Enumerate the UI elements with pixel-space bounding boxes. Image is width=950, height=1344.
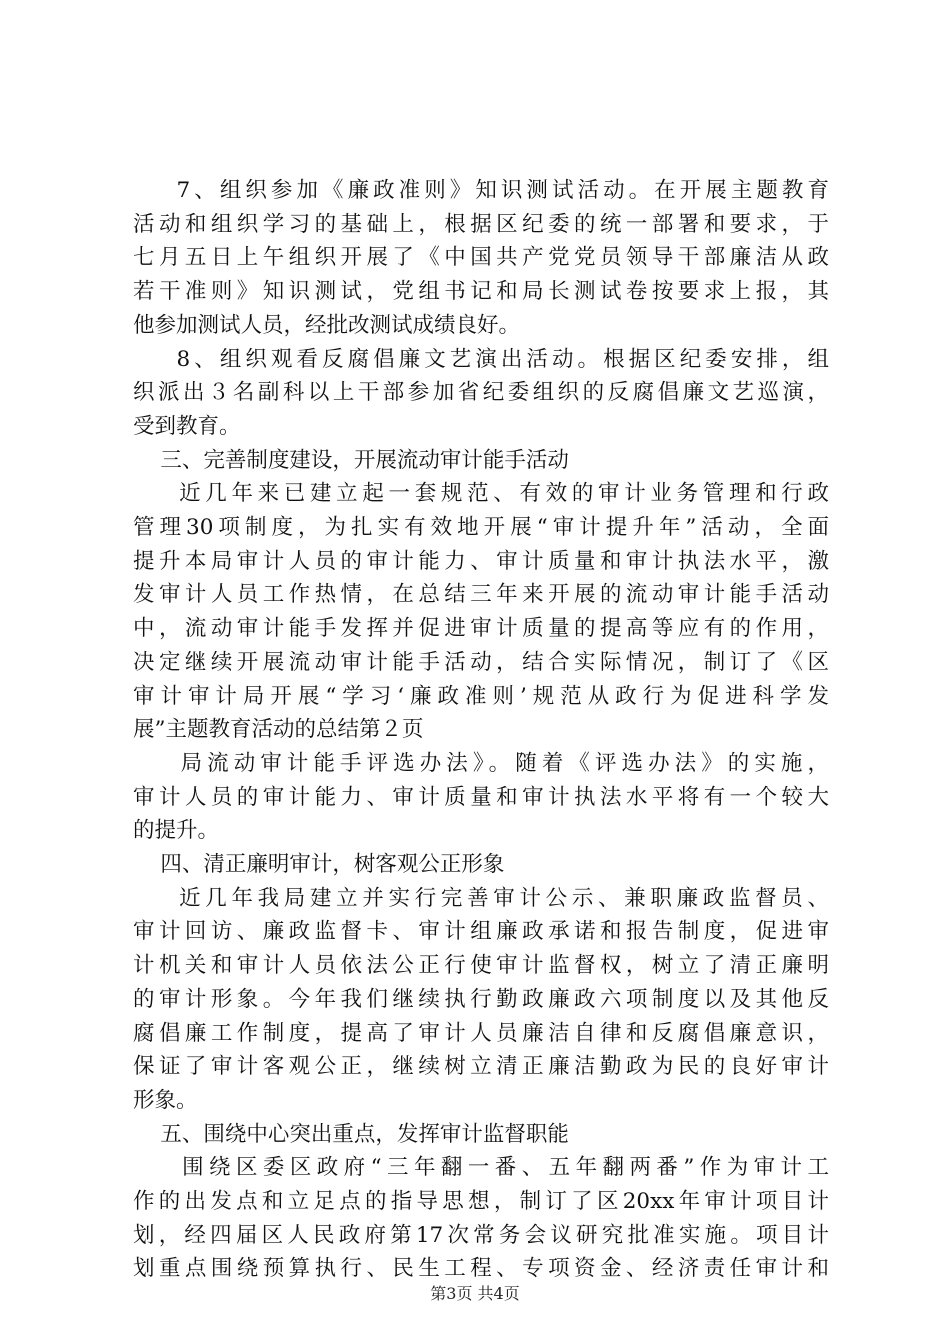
- body-line: 提升本局审计人员的审计能力、审计质量和审计执法水平，激: [133, 548, 829, 574]
- body-line: 审计回访、廉政监督卡、审计组廉政承诺和报告制度，促进审: [133, 919, 829, 945]
- body-line: 围绕区委区政府“三年翻一番、五年翻两番”作为审计工: [133, 1155, 829, 1181]
- body-line: 他参加测试人员，经批改测试成绩良好。: [133, 312, 521, 338]
- body-line: 管理30项制度，为扎实有效地开展“审计提升年”活动，全面: [133, 515, 829, 540]
- body-line: 腐倡廉工作制度，提高了审计人员廉洁自律和反腐倡廉意识，: [133, 1020, 829, 1046]
- body-line: 发审计人员工作热情，在总结三年来开展的流动审计能手活动: [133, 582, 829, 608]
- body-line: 审计人员的审计能力、审计质量和审计执法水平将有一个较大: [133, 784, 829, 810]
- body-line: 的提升。: [133, 818, 220, 844]
- body-line: 七月五日上午组织开展了《中国共产党党员领导干部廉洁从政: [133, 245, 829, 271]
- body-line: 划，经四届区人民政府第17次常务会议研究批准实施。项目计: [133, 1222, 829, 1248]
- body-line: 的审计形象。今年我们继续执行勤政廉政六项制度以及其他反: [133, 986, 829, 1012]
- body-line: 若干准则》知识测试，党组书记和局长测试卷按要求上报，其: [133, 279, 829, 305]
- body-line: 作的出发点和立足点的指导思想，制订了区20xx年审计项目计: [133, 1189, 829, 1214]
- body-line: 审计审计局开展“学习‘廉政准则’规范从政行为促进科学发: [133, 683, 829, 709]
- body-line: 形象。: [133, 1087, 198, 1113]
- body-line: 三、完善制度建设，开展流动审计能手活动: [133, 447, 569, 473]
- body-line: 局流动审计能手评选办法》。随着《评选办法》的实施，: [133, 750, 829, 776]
- body-line: 保证了审计客观公正，继续树立清正廉洁勤政为民的良好审计: [133, 1054, 829, 1080]
- body-line: 划重点围绕预算执行、民生工程、专项资金、经济责任审计和: [133, 1256, 829, 1282]
- body-line: 五、围绕中心突出重点，发挥审计监督职能: [133, 1121, 569, 1147]
- body-line: 织派出３名副科以上干部参加省纪委组织的反腐倡廉文艺巡演，: [133, 380, 829, 406]
- body-line: 展”主题教育活动的总结第２页: [133, 717, 424, 743]
- body-line: 8、组织观看反腐倡廉文艺演出活动。根据区纪委安排，组: [133, 346, 829, 372]
- body-line: 活动和组织学习的基础上，根据区纪委的统一部署和要求，于: [133, 211, 829, 237]
- body-line: 四、清正廉明审计，树客观公正形象: [133, 852, 505, 877]
- body-line: 7、组织参加《廉政准则》知识测试活动。在开展主题教育: [133, 178, 829, 203]
- body-line: 决定继续开展流动审计能手活动，结合实际情况，制订了《区: [133, 649, 829, 675]
- body-line: 近几年来已建立起一套规范、有效的审计业务管理和行政: [133, 481, 829, 507]
- body-line: 计机关和审计人员依法公正行使审计监督权，树立了清正廉明: [133, 953, 829, 979]
- page-footer: 第3页 共4页: [430, 1284, 520, 1303]
- body-line: 受到教育。: [133, 413, 241, 439]
- body-line: 近几年我局建立并实行完善审计公示、兼职廉政监督员、: [133, 885, 829, 911]
- body-line: 中，流动审计能手发挥并促进审计质量的提高等应有的作用，: [133, 616, 829, 642]
